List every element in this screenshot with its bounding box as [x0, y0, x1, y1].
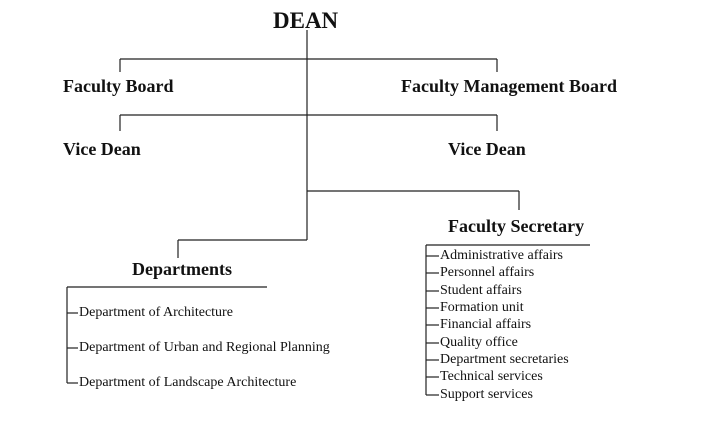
secretary-item: Student affairs: [440, 283, 522, 298]
department-item: Department of Architecture: [79, 305, 233, 320]
secretary-item: Personnel affairs: [440, 265, 535, 280]
department-item: Department of Landscape Architecture: [79, 375, 297, 390]
secretary-item: Formation unit: [440, 300, 524, 315]
faculty-board-node: Faculty Board: [63, 76, 174, 96]
secretary-item: Support services: [440, 387, 533, 402]
vice-dean-left-node: Vice Dean: [63, 139, 141, 159]
secretary-item: Department secretaries: [440, 352, 569, 367]
faculty-management-board-node: Faculty Management Board: [401, 76, 617, 96]
secretary-item: Technical services: [440, 369, 543, 384]
faculty-secretary-node: Faculty Secretary: [448, 216, 585, 236]
secretary-item: Financial affairs: [440, 317, 532, 332]
dean-node: DEAN: [273, 8, 339, 33]
department-item: Department of Urban and Regional Planning: [79, 340, 330, 355]
secretary-item: Administrative affairs: [440, 248, 563, 263]
departments-node: Departments: [132, 259, 232, 279]
vice-dean-right-node: Vice Dean: [448, 139, 526, 159]
secretary-item: Quality office: [440, 335, 518, 350]
